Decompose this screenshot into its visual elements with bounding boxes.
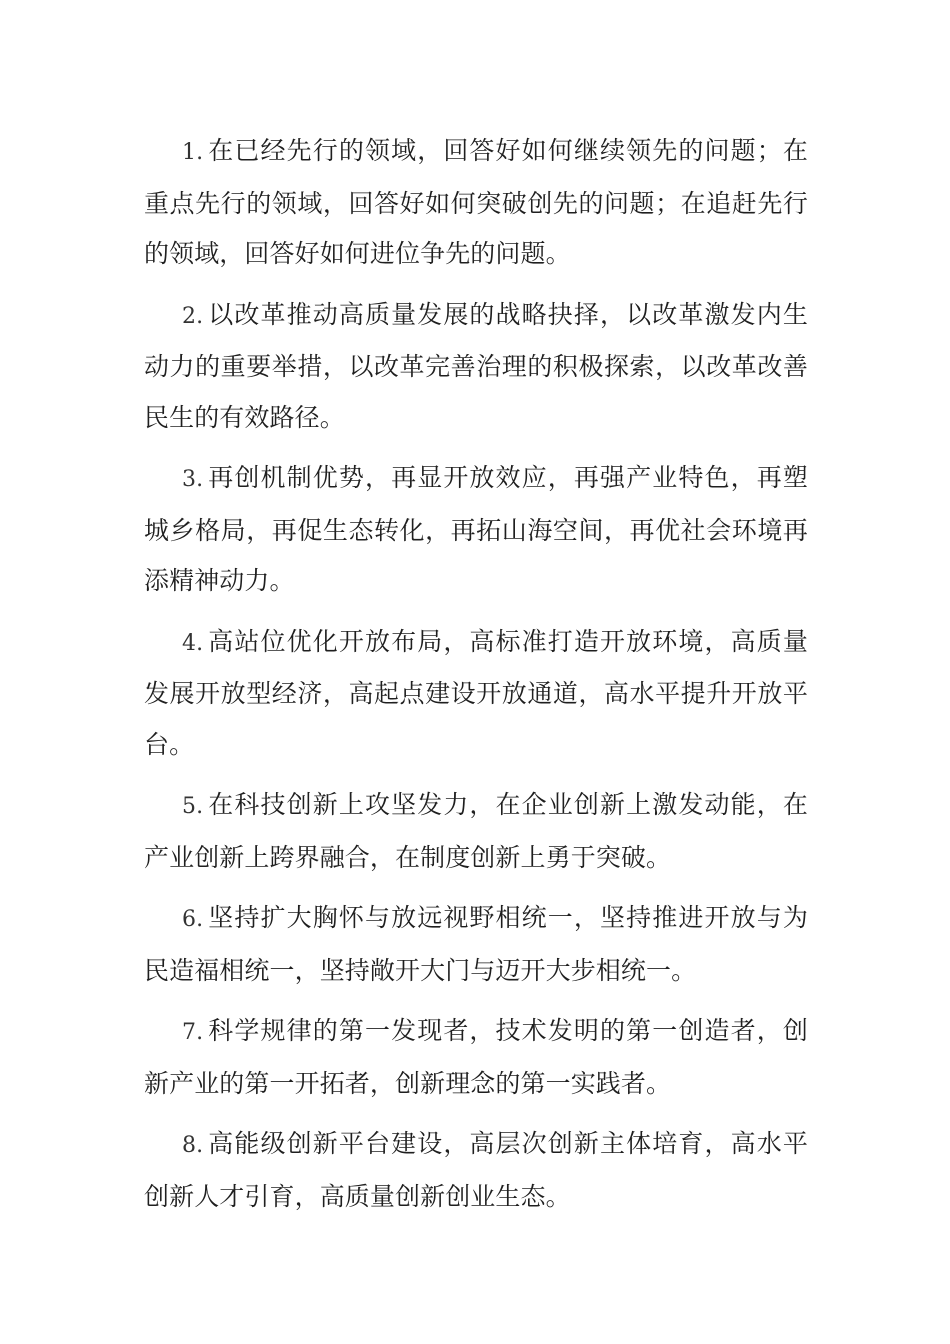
item-number: 2. xyxy=(182,303,204,329)
item-number: 8. xyxy=(182,1133,204,1158)
item-text: 再创机制优势，再显开放效应，再强产业特色，再塑城乡格局，再促生态转化，再拓山海空间，再优社会环境再添精神动力。 xyxy=(144,463,808,595)
item-text: 以改革推动高质量发展的战略抉择，以改革激发内生动力的重要举措，以改革完善治理的积极探索，以改革改善民生的有效路径。 xyxy=(144,299,808,432)
item-number: 6. xyxy=(182,907,204,932)
paragraph-8 xyxy=(144,1119,808,1222)
paragraph-6 xyxy=(144,893,808,996)
item-text: 在科技创新上攻坚发力，在企业创新上激发动能，在产业创新上跨界融合，在制度创新上勇于突破。 xyxy=(144,790,808,872)
paragraph-2 xyxy=(144,290,808,444)
item-number: 4. xyxy=(182,630,204,656)
item-text: 高能级创新平台建设，高层次创新主体培育，高水平创新人才引育，高质量创新创业生态。 xyxy=(144,1129,808,1211)
document-body xyxy=(144,126,808,1232)
item-text: 科学规律的第一发现者，技术发明的第一创造者，创新产业的第一开拓者，创新理念的第一实践者。 xyxy=(144,1016,808,1098)
item-text: 在已经先行的领域，回答好如何继续领先的问题；在重点先行的领域，回答好如何突破创先的问题；在追赶先行的领域，回答好如何进位争先的问题。 xyxy=(144,136,808,268)
paragraph-1 xyxy=(144,126,808,280)
paragraph-3 xyxy=(144,453,808,607)
item-number: 5. xyxy=(182,794,204,819)
item-text: 坚持扩大胸怀与放远视野相统一，坚持推进开放与为民造福相统一，坚持敞开大门与迈开大步相统一。 xyxy=(144,903,808,985)
item-number: 1. xyxy=(182,140,204,165)
paragraph-7 xyxy=(144,1006,808,1109)
paragraph-4 xyxy=(144,617,808,771)
paragraph-5 xyxy=(144,780,808,883)
item-number: 7. xyxy=(182,1020,204,1045)
item-text: 高站位优化开放布局，高标准打造开放环境，高质量发展开放型经济，高起点建设开放通道，高水平提升开放平台。 xyxy=(144,626,808,759)
item-number: 3. xyxy=(182,467,204,492)
